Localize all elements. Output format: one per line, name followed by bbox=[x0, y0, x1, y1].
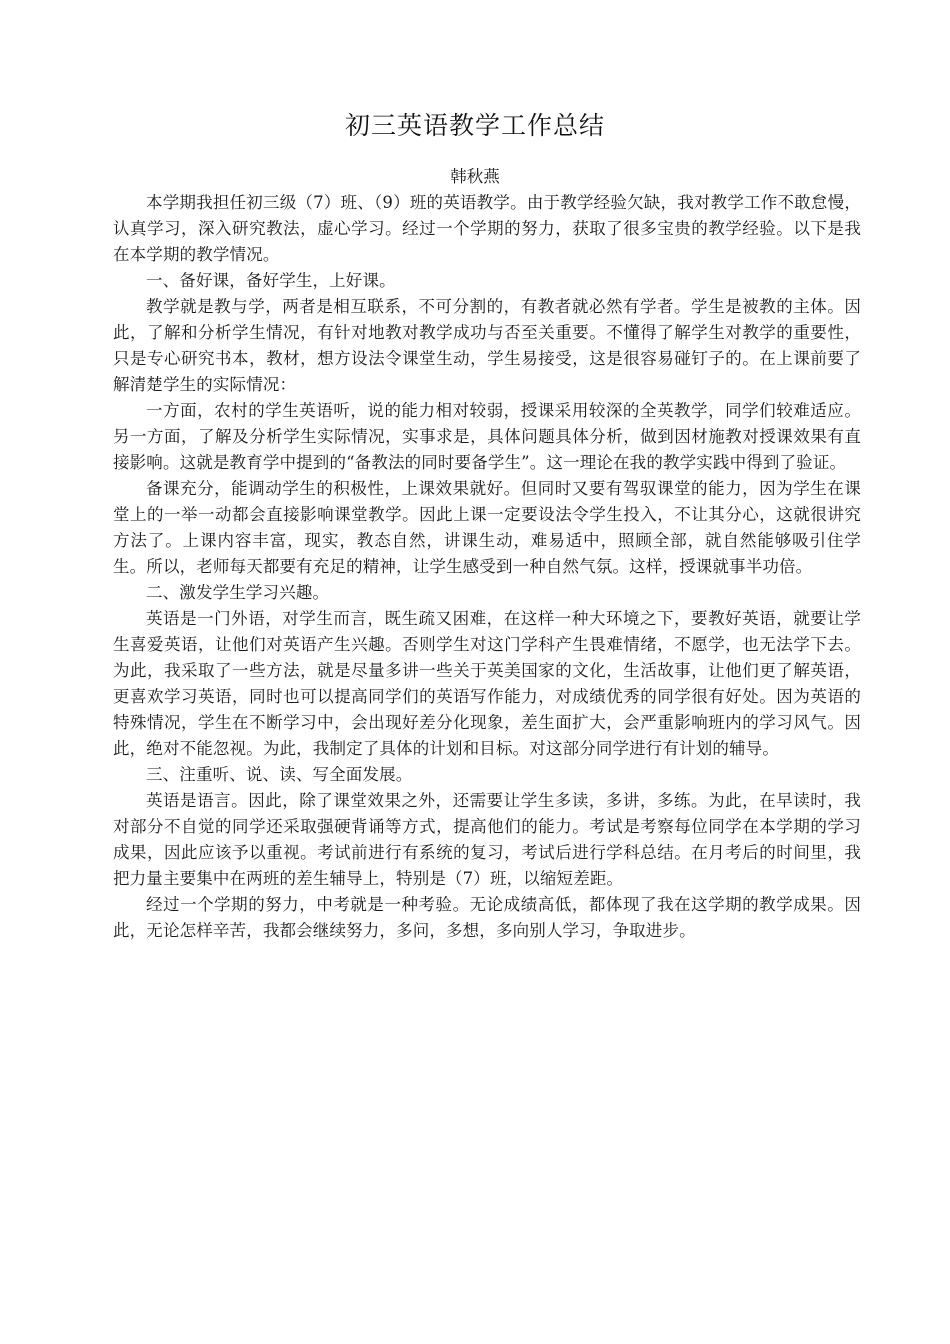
body-paragraph: 英语是一门外语，对学生而言，既生疏又困难，在这样一种大环境之下，要教好英语，就要让学生喜爱英语，让他们对英语产生兴趣。否则学生对这门学科产生畏难情绪，不愿学，也无法学下去。为此，我采取了一些方法，就是尽量多讲一些关于英美国家的文化，生活故事，让他们更了解英语，更喜欢学习英语，同时也可以提高同学们的英语写作能力，对成绩优秀的同学很有好处。因为英语的特殊情况，学生在不断学习中，会出现好差分化现象，差生面扩大，会严重影响班内的学习风气。因此，绝对不能忽视。为此，我制定了具体的计划和目标。对这部分同学进行有计划的辅导。 bbox=[113, 609, 861, 758]
intro-paragraph: 本学期我担任初三级（7）班、（9）班的英语教学。由于教学经验欠缺，我对教学工作不敢怠慢，认真学习，深入研究教法，虚心学习。经过一个学期的努力，获取了很多宝贵的教学经验。以下是我在本学期的教学情况。 bbox=[113, 193, 861, 264]
body-paragraph: 一方面，农村的学生英语听，说的能力相对较弱，授课采用较深的全英教学，同学们较难适应。另一方面，了解及分析学生实际情况，实事求是，具体问题具体分析，做到因材施教对授课效果有直接影响。这就是教育学中提到的“备教法的同时要备学生”。这一理论在我的教学实践中得到了验证。 bbox=[113, 401, 861, 472]
body-paragraph: 英语是语言。因此，除了课堂效果之外，还需要让学生多读，多讲，多练。为此，在早读时，我对部分不自觉的同学还采取强硬背诵等方式，提高他们的能力。考试是考察每位同学在本学期的学习成果，因此应该予以重视。考试前进行有系统的复习，考试后进行学科总结。在月考后的时间里，我把力量主要集中在两班的差生辅导上，特别是（7）班，以缩短差距。 bbox=[113, 791, 861, 888]
body-paragraph: 备课充分，能调动学生的积极性，上课效果就好。但同时又要有驾驭课堂的能力，因为学生在课堂上的一举一动都会直接影响课堂教学。因此上课一定要设法令学生投入，不让其分心，这就很讲究方法了。上课内容丰富，现实，教态自然，讲课生动，难易适中，照顾全部，就自然能够吸引住学生。所以，老师每天都要有充足的精神，让学生感受到一种自然气氛。这样，授课就事半功倍。 bbox=[113, 479, 861, 576]
section-heading-3: 三、注重听、说、读、写全面发展。 bbox=[146, 765, 413, 784]
conclusion-paragraph: 经过一个学期的努力，中考就是一种考验。无论成绩高低，都体现了我在这学期的教学成果。因此，无论怎样辛苦，我都会继续努力，多问，多想，多向别人学习，争取进步。 bbox=[113, 895, 861, 940]
body-paragraph: 教学就是教与学，两者是相互联系，不可分割的，有教者就必然有学者。学生是被教的主体。因此，了解和分析学生情况，有针对地教对教学成功与否至关重要。不懂得了解学生对教学的重要性，只是专心研究书本，教材，想方设法令课堂生动，学生易接受，这是很容易碰钉子的。在上课前要了解清楚学生的实际情况： bbox=[113, 297, 861, 394]
document-title: 初三英语教学工作总结 bbox=[344, 111, 605, 140]
document-body bbox=[113, 190, 861, 944]
section-heading-1: 一、备好课，备好学生，上好课。 bbox=[146, 271, 396, 290]
section-heading-2: 二、激发学生学习兴趣。 bbox=[146, 583, 330, 602]
author-name: 韩秋燕 bbox=[450, 167, 500, 186]
